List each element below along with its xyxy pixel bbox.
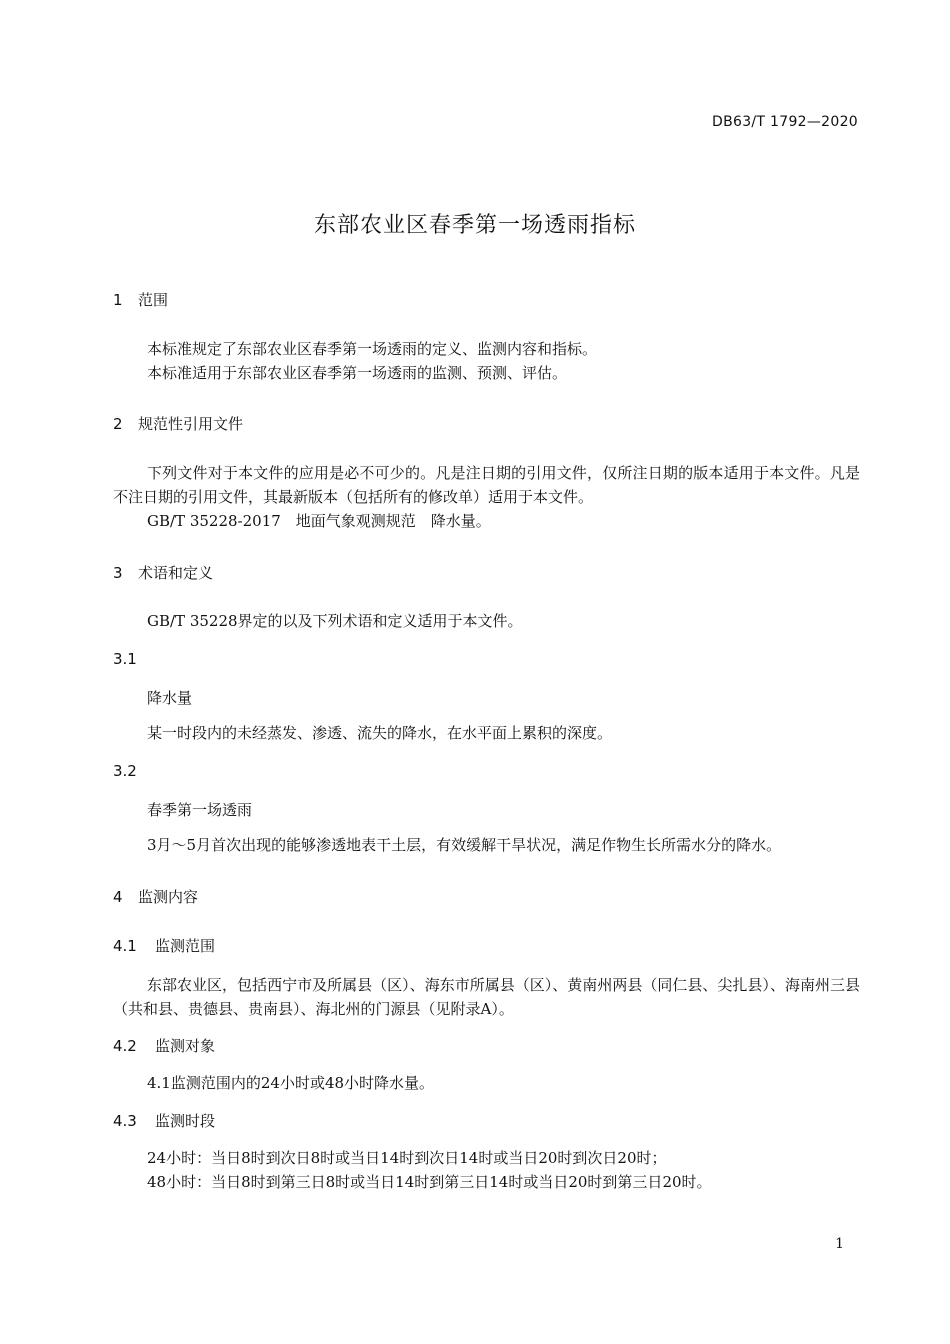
- paragraph: 下列文件对于本文件的应用是必不可少的。凡是注日期的引用文件，仅所注日期的版本适用于本文件。凡是不注日期的引用文件，其最新版本（包括所有的修改单）适用于本文件。: [113, 464, 860, 506]
- section-title: 术语和定义: [138, 564, 214, 582]
- paragraph: 48小时：当日8时到第三日8时或当日14时到第三日14时或当日20时到第三日20时。: [147, 1173, 712, 1191]
- term-name: 春季第一场透雨: [147, 801, 253, 819]
- paragraph: 东部农业区，包括西宁市及所属县（区）、海东市所属县（区）、黄南州两县（同仁县、尖扎县）、海南州三县（共和县、贵德县、贵南县）、海北州的门源县（见附录A）。: [113, 976, 860, 1018]
- paragraph: 本标准适用于东部农业区春季第一场透雨的监测、预测、评估。: [147, 364, 568, 382]
- section-title: 范围: [138, 291, 169, 309]
- subsection-number: 4.3: [113, 1112, 137, 1130]
- section-title: 监测内容: [138, 888, 199, 906]
- section-title: 规范性引用文件: [138, 415, 244, 433]
- paragraph: 4.1监测范围内的24小时或48小时降水量。: [147, 1074, 435, 1092]
- subsection-4-1-heading: [113, 935, 215, 956]
- term-number: 3.2: [113, 762, 137, 780]
- subsection-title: 监测对象: [155, 1037, 216, 1055]
- term-definition: 3月～5月首次出现的能够渗透地表干土层，有效缓解干旱状况，满足作物生长所需水分的降水。: [147, 836, 782, 854]
- section-number: 3: [113, 564, 123, 582]
- paragraph: GB/T 35228界定的以及下列术语和定义适用于本文件。: [147, 612, 523, 630]
- section-2-heading: [113, 413, 243, 434]
- subsection-4-3-heading: [113, 1110, 215, 1131]
- document-code: DB63/T 1792—2020: [712, 114, 858, 130]
- subsection-4-2-heading: [113, 1035, 215, 1056]
- subsection-number: 4.2: [113, 1037, 137, 1055]
- paragraph: 24小时：当日8时到次日8时或当日14时到次日14时或当日20时到次日20时；: [147, 1149, 667, 1167]
- section-number: 2: [113, 415, 123, 433]
- section-number: 1: [113, 291, 123, 309]
- term-name: 降水量: [147, 689, 193, 707]
- subsection-title: 监测范围: [155, 937, 216, 955]
- section-4-heading: [113, 886, 198, 907]
- page-number: 1: [835, 1236, 844, 1252]
- paragraph: 本标准规定了东部农业区春季第一场透雨的定义、监测内容和指标。: [147, 340, 598, 358]
- section-3-heading: [113, 562, 213, 583]
- reference-item: GB/T 35228-2017 地面气象观测规范 降水量。: [147, 512, 491, 530]
- document-title: 东部农业区春季第一场透雨指标: [313, 213, 636, 238]
- term-number: 3.1: [113, 650, 137, 668]
- term-definition: 某一时段内的未经蒸发、渗透、流失的降水，在水平面上累积的深度。: [147, 724, 613, 742]
- section-number: 4: [113, 888, 123, 906]
- subsection-title: 监测时段: [155, 1112, 216, 1130]
- section-1-heading: [113, 289, 168, 310]
- subsection-number: 4.1: [113, 937, 137, 955]
